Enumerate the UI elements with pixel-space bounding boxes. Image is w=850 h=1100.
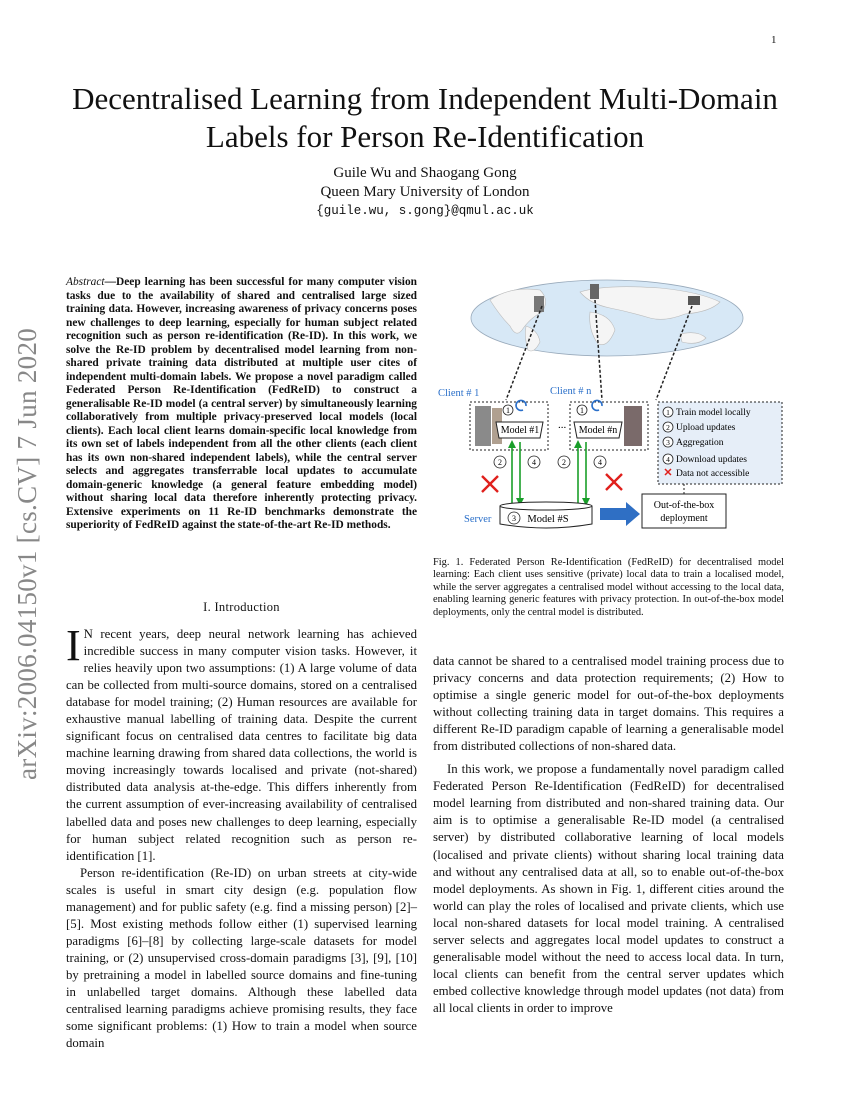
deploy-arrow xyxy=(600,502,640,526)
arxiv-stamp xyxy=(2,300,42,800)
section-heading: I. Introduction xyxy=(203,600,280,614)
train-cycle-icon xyxy=(516,400,526,410)
legend-cross-icon: ✕ xyxy=(663,467,673,479)
svg-text:2: 2 xyxy=(666,423,670,432)
svg-text:1: 1 xyxy=(506,406,510,415)
paper-title: Decentralised Learning from Independent Multi-Domain Labels for Person Re-Identification xyxy=(72,81,778,154)
right-paragraph-2: In this work, we propose a fundamentally novel paradigm called Federated Person Re-Identification (FedReID) for decentralised model learning from distributed and non-shared training data. Our aim is to optimise a generalisable Re-ID model (a centralised server) by distributed collaborative learning of local models (localised and private clients) without sharing local training data and without any centralised data at all, so to enable out-of-the-box model deployments. As shown in Fig. 1, different cities around the world can play the roles of localised and private clients, which use local non-shared datasets for local model training. A centralised server selects and aggregates local model updates to construct a generalisable model without the need to access local data. In turn, local clients can benefit from the central server updates which embed collective knowledge through model updates (not data) from all local clients in order to improve xyxy=(433,762,784,1015)
map-photo-icon xyxy=(688,296,700,305)
legend-item-aggregation: Aggregation xyxy=(676,438,724,448)
author-block xyxy=(60,164,790,202)
page-number: 1 xyxy=(771,34,777,46)
deploy-label-line2: deployment xyxy=(660,513,708,524)
deploy-label-line1: Out-of-the-box xyxy=(653,500,715,511)
legend-item-train: Train model locally xyxy=(676,408,751,418)
figure-diagram xyxy=(430,278,785,550)
authors: Guile Wu and Shaogang Gong xyxy=(333,165,517,181)
left-column xyxy=(66,621,417,1052)
abstract-text: —Deep learning has been successful for many computer vision tasks due to the availability of shared and centralised large sized training data. However, increasing awareness of privacy concerns poses new challenges to deep learning, especially for human subject related recognition such as person re-identification (Re-ID). In this work, we solve the Re-ID problem by decentralised model learning from non-shared private training data distributed at multiple user cites of independent multi-domain labels. We propose a novel paradigm called Federated Person Re-Identification (FedReID) to construct a generalisable Re-ID model (a central server) by simultaneously learning collaboratively from multiple privacy-preserved local models (local clients). Each local client learns domain-specific local knowledge from its own set of labels independent from all the other clients (each client has its own non-shared independent labels), while the central server selects and aggregates transferrable local updates to accumulate domain-generic knowledge (a general feature embedding model) without sharing local data therefore inherently protecting privacy. Extensive experiments on 11 Re-ID benchmarks demonstrate the superiority of FedReID against the state-of-the-art Re-ID methods. xyxy=(66,276,417,531)
abstract-label: Abstract xyxy=(66,276,105,288)
affiliation: Queen Mary University of London xyxy=(320,184,530,200)
train-cycle-icon xyxy=(592,400,602,410)
intro-paragraph-2: Person re-identification (Re-ID) on urban streets at city-wide scales is useful in smart city design (e.g. population flow management) and for public safety (e.g. find a missing person) [2]–[5]. Most existing methods follow either (1) supervised learning paradigms [6]–[8] by collecting large-scale datasets for model training, or (2) unsupervised cross-domain paradigms [3], [9], [10] by pretraining a model in labelled source domains and fine-tuning in unlabelled target domains. Although these labelled data centralised learning paradigms achieve promising results, they face some significant problems: (1) How to train a model when source domain xyxy=(66,865,417,1051)
legend-item-upload: Upload updates xyxy=(676,423,736,433)
intro-paragraph-1 xyxy=(66,621,417,865)
client1-model-label: Model #1 xyxy=(500,425,540,436)
figure-1 xyxy=(430,278,785,550)
arxiv-stamp-text: arXiv:2006.04150v1 [cs.CV] 7 Jun 2020 xyxy=(12,327,42,780)
server-label: Server xyxy=(464,514,492,525)
svg-text:3: 3 xyxy=(512,514,516,523)
clients-ellipsis: ... xyxy=(558,419,567,431)
server-model-label: Model #S xyxy=(527,514,569,525)
data-blocked-cross-icon xyxy=(606,474,622,490)
figure-caption: Fig. 1. Federated Person Re-Identification (FedReID) for decentralised model learning: Each client uses sensitive (private) local data to train a localised model, while the server aggregates a centralised model without accessing to the local data, enabling learning generic features with privacy protection. In out-of-the-box model deployments, only the central model is distributed. xyxy=(433,557,784,618)
legend-item-not-accessible: Data not accessible xyxy=(676,469,750,479)
intro-paragraph-1-text: N recent years, deep neural network learning has achieved incredible success in many computer vision tasks. However, it relies heavily upon two assumptions: (1) A large volume of data can be collected from multi-source domains, stored on a centralised database for model training; (2) Human resources are available for exhaustive manual labelling of training data. Despite the current significant focus on centralised data centres to facilitate big data machine learning drawing from shared data collections, the world is moving increasingly towards localised and private (not-shared) distributed data analysis at-the-edge. This differs inherently from the current assumption of ever-increasing availability of centralised labelled data and poses new challenges to deep learning, especially for human subject related recognition such as person re-identification [1]. xyxy=(66,627,417,863)
drop-cap: I xyxy=(66,621,81,670)
world-map xyxy=(471,280,743,356)
client1-label: Client # 1 xyxy=(438,388,480,399)
svg-text:4: 4 xyxy=(598,458,602,467)
svg-text:4: 4 xyxy=(666,455,670,464)
client1-person-photo xyxy=(475,406,491,446)
map-photo-icon xyxy=(590,284,599,299)
email: {guile.wu, s.gong}@qmul.ac.uk xyxy=(316,204,534,218)
data-blocked-cross-icon xyxy=(482,476,498,492)
abstract xyxy=(66,276,417,533)
svg-text:2: 2 xyxy=(498,458,502,467)
map-photo-icon xyxy=(534,296,544,312)
right-column xyxy=(433,653,784,1017)
clientn-model-label: Model #n xyxy=(578,425,618,436)
svg-text:1: 1 xyxy=(666,408,670,417)
right-paragraph-1: data cannot be shared to a centralised model training process due to privacy concerns and data protection requirements; (2) How to optimise a single generic model for out-of-the-box deployments without collecting training data in target domains. This requires a different Re-ID paradigm capable of learning a generalisable model from distributed collections of non-shared data. xyxy=(433,654,784,754)
clientn-label: Client # n xyxy=(550,386,592,397)
clientn-person-photo xyxy=(624,406,642,446)
svg-text:2: 2 xyxy=(562,458,566,467)
svg-text:1: 1 xyxy=(580,406,584,415)
svg-text:3: 3 xyxy=(666,438,670,447)
svg-text:4: 4 xyxy=(532,458,536,467)
legend-item-download: Download updates xyxy=(676,455,747,465)
